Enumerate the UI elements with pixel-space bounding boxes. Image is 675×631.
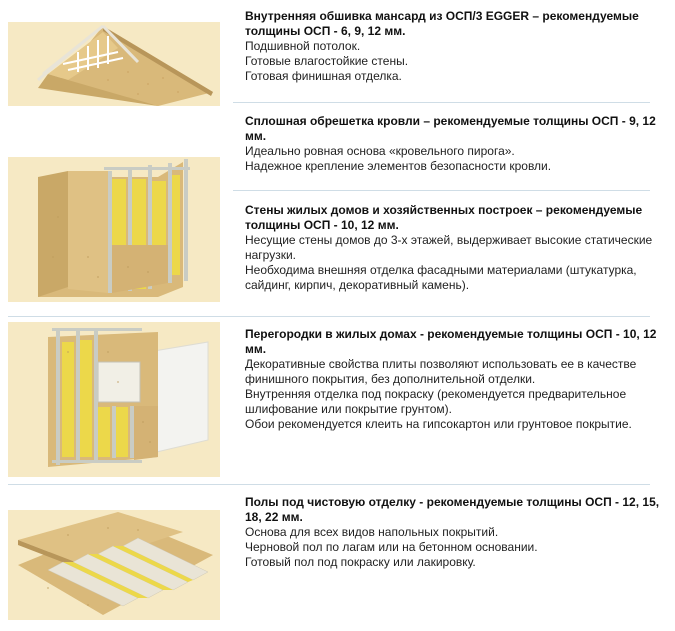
section-floors-text (245, 495, 670, 570)
section-line: Внутренняя отделка под покраску (рекомендуется предварительное шлифование или покрытие грунтом). (245, 387, 627, 416)
floor-joists-illustration (8, 510, 220, 620)
section-line: Готовый пол под покраску или лакировку. (245, 555, 476, 569)
exterior-wall-illustration (8, 157, 220, 302)
section-line: Готовые влагостойкие стены. (245, 54, 409, 68)
section-line: Основа для всех видов напольных покрытий. (245, 525, 499, 539)
separator (8, 484, 650, 485)
section-line: Необходима внешняя отделка фасадными материалами (штукатурка, сайдинг, кирпич, декоративный камень). (245, 263, 637, 292)
section-roof-text (245, 114, 670, 174)
section-line: Обои рекомендуется клеить на гипсокартон или грунтовое покрытие. (245, 417, 632, 431)
section-title: Перегородки в жилых домах - рекомендуемые толщины ОСП - 10, 12 мм. (245, 327, 657, 356)
interior-partition-illustration (8, 322, 220, 477)
section-title: Внутренняя обшивка мансард из ОСП/3 EGGER – рекомендуемые толщины ОСП - 6, 9, 12 мм. (245, 9, 639, 38)
attic-roof-illustration (8, 22, 220, 106)
separator (233, 190, 650, 191)
section-line: Черновой пол по лагам или на бетонном основании. (245, 540, 538, 554)
section-title: Полы под чистовую отделку - рекомендуемые толщины ОСП - 12, 15, 18, 22 мм. (245, 495, 660, 524)
section-line: Идеально ровная основа «кровельного пирога». (245, 144, 515, 158)
section-title: Сплошная обрешетка кровли – рекомендуемые толщины ОСП - 9, 12 мм. (245, 114, 656, 143)
separator (233, 102, 650, 103)
section-line: Декоративные свойства плиты позволяют использовать ее в качестве финишного покрытия, без дополнительной отделки. (245, 357, 637, 386)
section-line: Подшивной потолок. (245, 39, 361, 53)
section-line: Несущие стены домов до 3-х этажей, выдерживает высокие статические нагрузки. (245, 233, 653, 262)
section-line: Готовая финишная отделка. (245, 69, 402, 83)
section-title: Стены жилых домов и хозяйственных построек – рекомендуемые толщины ОСП - 10, 12 мм. (245, 203, 643, 232)
section-partitions-text (245, 327, 670, 432)
section-walls-text (245, 203, 670, 293)
separator (8, 316, 650, 317)
section-line: Надежное крепление элементов безопасности кровли. (245, 159, 552, 173)
section-attic-text (245, 9, 670, 84)
